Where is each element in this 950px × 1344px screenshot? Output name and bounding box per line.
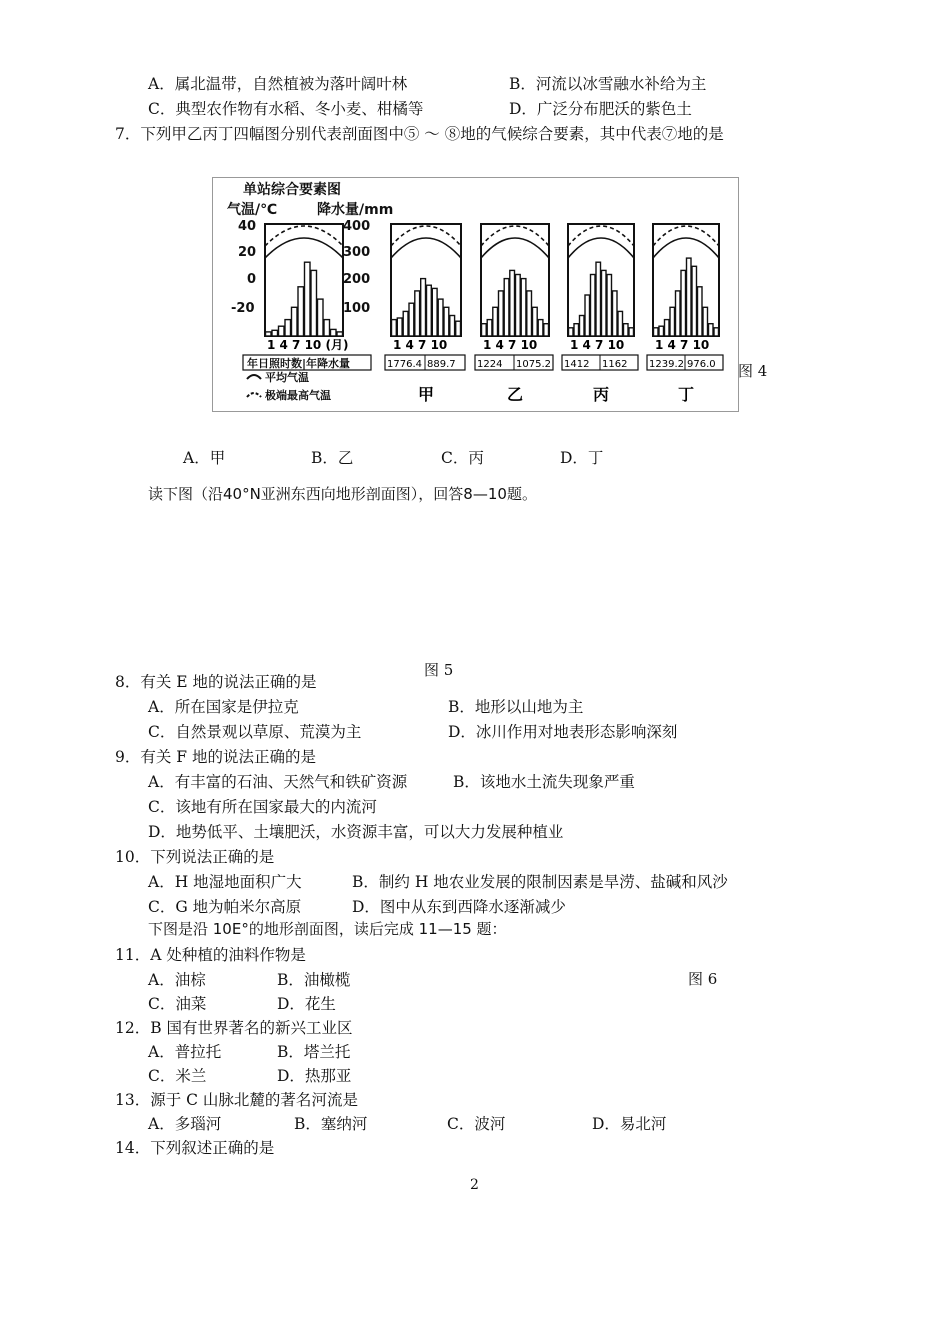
precip-bar [450, 316, 455, 337]
panel-sunshine-value: 1224 [477, 359, 503, 370]
precip-bar [585, 295, 590, 336]
precip-bar [493, 307, 498, 336]
precip-bar [279, 326, 285, 336]
q11-option-d: D．花生 [277, 995, 336, 1013]
q11-option-b: B．油橄榄 [277, 971, 351, 989]
legend-avg-temp-label: 平均气温 [265, 371, 309, 384]
q8-option-c: C．自然景观以草原、荒漠为主 [148, 723, 362, 741]
q9-option-c: C．该地有所在国家最大的内流河 [148, 798, 377, 816]
climate-panel [475, 224, 553, 404]
precip-bar [397, 318, 402, 336]
q8-stem: 8．有关 E 地的说法正确的是 [115, 673, 317, 691]
precip-bar [456, 321, 461, 336]
read-figure-6-instruction: 下图是沿 10E°的地形剖面图，读后完成 11—15 题： [148, 920, 507, 938]
q8-option-a: A．所在国家是伊拉克 [148, 698, 299, 716]
avg-temp-curve [481, 238, 549, 258]
precip-bar [409, 303, 414, 336]
precip-bar [676, 291, 681, 336]
q10-option-b: B．制约 H 地农业发展的限制因素是旱涝、盐碱和风沙 [352, 873, 728, 891]
precip-bar [521, 279, 526, 336]
precip-bar [403, 311, 408, 336]
q13-option-b: B．塞纳河 [294, 1115, 368, 1133]
q14-stem: 14．下列叙述正确的是 [115, 1139, 275, 1157]
figure-4-caption: 图 4 [738, 362, 768, 380]
q10-option-c: C．G 地为帕米尔高原 [148, 898, 302, 916]
precip-bar [681, 270, 686, 336]
q12-option-d: D．热那亚 [277, 1067, 352, 1085]
page-number: 2 [470, 1177, 479, 1193]
month-axis-label: 1 4 7 10 [570, 338, 625, 352]
precip-bar [432, 288, 437, 336]
q11-stem: 11．A 处种植的油料作物是 [115, 946, 306, 964]
figure-4-title: 单站综合要素图 [243, 182, 341, 198]
precip-bar [487, 320, 492, 336]
avg-temp-curve [568, 238, 634, 258]
precip-bar [654, 328, 659, 336]
precip-bar [624, 324, 629, 336]
precip-bar [266, 332, 272, 336]
precip-bar [692, 266, 697, 336]
q6-option-c: C．典型农作物有水稻、冬小麦、柑橘等 [148, 100, 424, 118]
precip-bar [510, 270, 515, 336]
climate-panel [647, 224, 723, 404]
q9-option-b: B．该地水土流失现象严重 [453, 773, 635, 791]
q10-option-a: A．H 地湿地面积广大 [148, 873, 302, 891]
precip-bar [337, 332, 343, 336]
q12-option-a: A．普拉托 [148, 1043, 222, 1061]
precip-axis-label: 降水量/mm [317, 202, 394, 218]
panel-sunshine-value: 1412 [564, 359, 590, 370]
q7-option-c: C．丙 [441, 449, 484, 467]
precip-bar [665, 320, 670, 336]
panel-precip-value: 976.0 [687, 359, 716, 370]
precip-bar [324, 320, 330, 336]
precip-tick: 200 [343, 272, 371, 287]
precip-bar [318, 299, 324, 336]
precip-bar [298, 287, 304, 336]
max-temp-curve [265, 226, 343, 246]
figure-5-caption: 图 5 [424, 661, 454, 679]
panel-name: 丁 [678, 385, 695, 404]
temp-tick: -20 [231, 301, 255, 316]
panel-name: 丙 [593, 385, 610, 404]
q10-option-d: D．图中从东到西降水逐渐减少 [352, 898, 566, 916]
max-temp-curve [391, 226, 461, 246]
precip-bar [569, 328, 574, 336]
q10-stem: 10．下列说法正确的是 [115, 848, 275, 866]
precip-bar [709, 324, 714, 336]
q11-option-a: A．油棕 [148, 971, 206, 989]
temp-tick: 20 [238, 245, 257, 260]
panel-sunshine-value: 1239.2 [649, 359, 684, 370]
precip-bar [272, 330, 278, 336]
precip-bar [538, 320, 543, 336]
precip-bar [415, 291, 420, 336]
precip-tick: 100 [343, 301, 371, 316]
precip-bar [703, 307, 708, 336]
precip-bar [698, 287, 703, 336]
precip-bar [427, 285, 432, 336]
temp-tick: 40 [238, 219, 257, 234]
q8-option-b: B．地形以山地为主 [448, 698, 584, 716]
temp-tick: 0 [247, 272, 257, 287]
precip-bar [629, 328, 634, 336]
q7-stem: 7．下列甲乙丙丁四幅图分别代表剖面图中⑤ ～ ⑧地的气候综合要素，其中代表⑦地的是 [115, 125, 724, 143]
precip-tick: 400 [343, 219, 371, 234]
precip-bar [516, 275, 521, 337]
precip-bar [499, 291, 504, 336]
q7-option-d: D．丁 [560, 449, 604, 467]
q13-option-d: D．易北河 [592, 1115, 667, 1133]
q12-stem: 12．B 国有世界著名的新兴工业区 [115, 1019, 353, 1037]
precip-bar [285, 320, 291, 336]
precip-bar [687, 258, 692, 336]
panel-precip-value: 1075.2 [516, 359, 551, 370]
precip-bar [602, 270, 607, 336]
precip-bar [596, 262, 601, 336]
max-temp-curve [481, 226, 549, 246]
precip-bar [482, 324, 487, 336]
read-figure-5-instruction: 读下图（沿40°N亚洲东西向地形剖面图），回答8—10题。 [148, 485, 537, 503]
panel-sunshine-value: 1776.4 [387, 359, 422, 370]
q9-option-a: A．有丰富的石油、天然气和铁矿资源 [148, 773, 408, 791]
avg-temp-curve [653, 238, 719, 258]
precip-bar [544, 324, 549, 336]
panel-name: 甲 [418, 385, 435, 404]
month-axis-label: 1 4 7 10 [483, 338, 538, 352]
q8-option-d: D．冰川作用对地表形态影响深刻 [448, 723, 678, 741]
figure-6-caption: 图 6 [688, 970, 718, 988]
figure-4-climate-charts [212, 177, 739, 412]
climate-panel [265, 224, 348, 352]
q6-option-a: A．属北温带，自然植被为落叶阔叶林 [148, 75, 408, 93]
legend-max-temp-label: 极端最高气温 [265, 389, 331, 402]
q9-stem: 9．有关 F 地的说法正确的是 [115, 748, 316, 766]
precip-bar [574, 324, 579, 336]
precip-bar [714, 328, 719, 336]
q7-option-a: A．甲 [183, 449, 226, 467]
month-axis-label: 1 4 7 10 [393, 338, 448, 352]
precip-bar [504, 279, 509, 336]
avg-temp-curve [265, 238, 343, 258]
precip-bar [613, 291, 618, 336]
q9-option-d: D．地势低平、土壤肥沃，水资源丰富，可以大力发展种植业 [148, 823, 564, 841]
precip-bar [659, 326, 664, 336]
precip-bar [533, 307, 538, 336]
month-axis-label: 1 4 7 10 (月) [267, 338, 349, 352]
precip-bar [591, 275, 596, 337]
climate-panel [562, 224, 638, 404]
climate-panel [385, 224, 465, 404]
legend-max-line-icon [247, 393, 261, 397]
precip-tick: 300 [343, 245, 371, 260]
legend-box-label: 年日照时数|年降水量 [247, 357, 351, 370]
temperature-axis-label: 气温/℃ [227, 202, 278, 218]
precip-bar [580, 316, 585, 337]
month-axis-label: 1 4 7 10 [655, 338, 710, 352]
q12-option-c: C．米兰 [148, 1067, 207, 1085]
precip-bar [670, 307, 675, 336]
precip-bar [392, 320, 397, 336]
precip-bar [421, 279, 426, 336]
precip-bar [618, 311, 623, 336]
panel-precip-value: 889.7 [427, 359, 456, 370]
climate-panels [265, 224, 723, 404]
panel-name: 乙 [507, 385, 524, 404]
q12-option-b: B．塔兰托 [277, 1043, 351, 1061]
max-temp-curve [653, 226, 719, 246]
max-temp-curve [568, 226, 634, 246]
precip-bar [527, 291, 532, 336]
avg-temp-curve [391, 238, 461, 258]
precip-bar [311, 270, 317, 336]
legend-avg-line-icon [247, 375, 261, 379]
q11-option-c: C．油菜 [148, 995, 207, 1013]
q13-option-c: C．波河 [447, 1115, 506, 1133]
q13-option-a: A．多瑙河 [148, 1115, 222, 1133]
q6-option-b: B．河流以冰雪融水补给为主 [509, 75, 707, 93]
precip-bar [444, 307, 449, 336]
precip-bar [292, 307, 298, 336]
panel-precip-value: 1162 [602, 359, 628, 370]
precip-bar [305, 262, 311, 336]
precip-bar [331, 329, 337, 336]
q7-option-b: B．乙 [311, 449, 354, 467]
figure-4-svg [213, 178, 738, 411]
q6-option-d: D．广泛分布肥沃的紫色土 [509, 100, 692, 118]
precip-bar [438, 299, 443, 336]
q13-stem: 13．源于 C 山脉北麓的著名河流是 [115, 1091, 358, 1109]
precip-bar [607, 275, 612, 337]
